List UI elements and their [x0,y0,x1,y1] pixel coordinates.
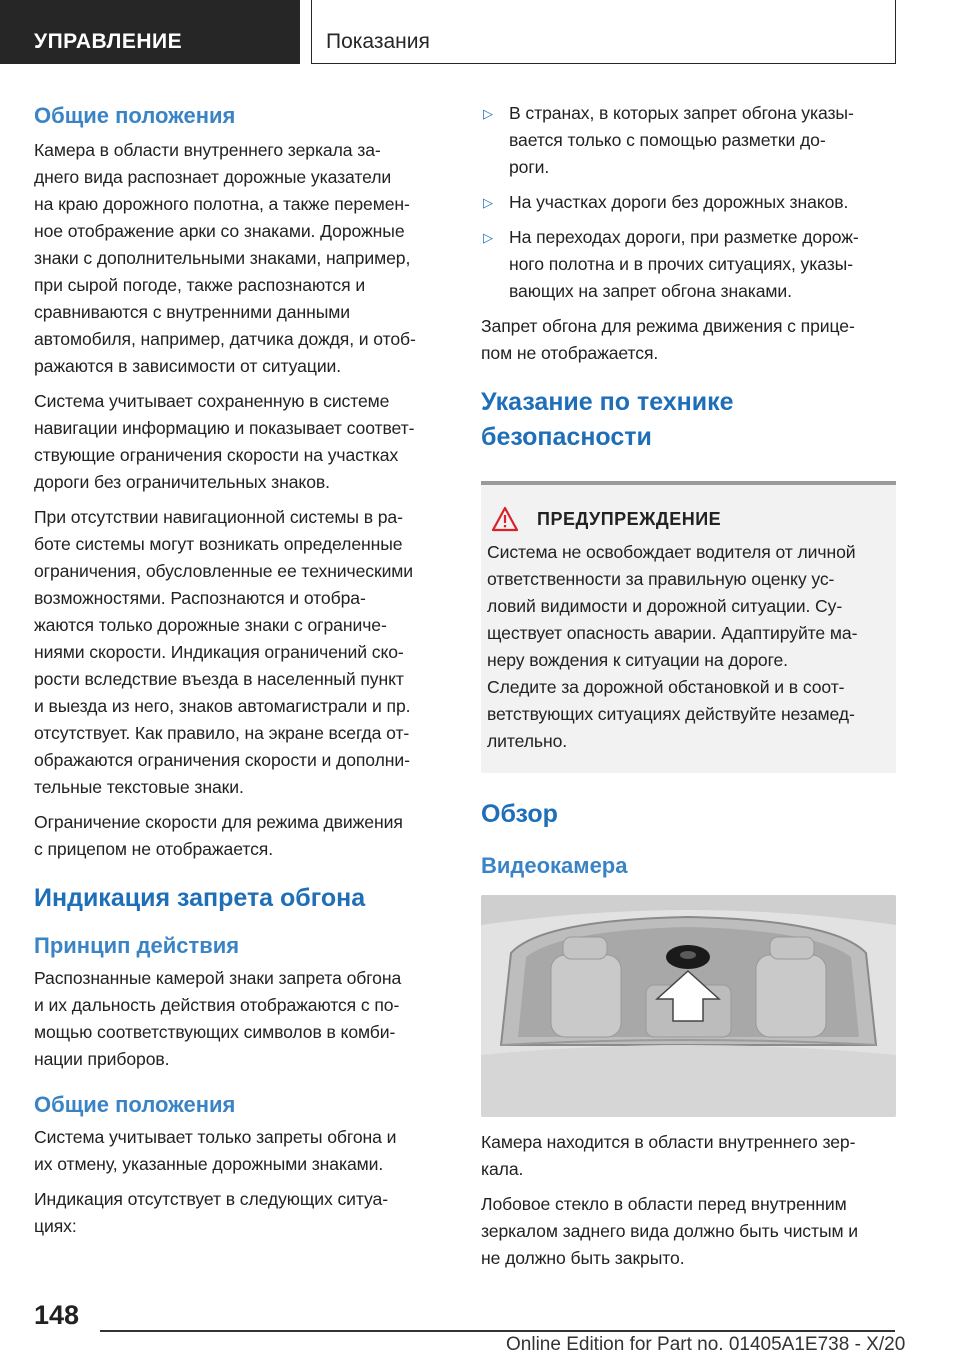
header-section-tab [0,0,300,64]
list-item: ▷ На переходах дороги, при разметке дорож- ного полотна и в прочих ситуациях, указы- вающих на запрет обгона знаками. [481,224,896,305]
list-item: ▷ На участках дороги без дорожных знаков. [481,189,896,216]
footer-edition: Online Edition for Part no. 01405A1E738 - X/20 [506,1334,906,1355]
warning-triangle-icon [491,506,519,532]
paragraph: Ограничение скорости для режима движения с прицепом не отображается. [34,812,403,859]
paragraph: При отсутствии навигационной системы в ра- боте системы могут возникать определенные ограничения, обусловленные ее техническими возможностями. Распознаются и отобра- жаются только дорожные знаки с ограниче- ниями скорости. Индикация ограничений ско- рости вследствие въезда в населенный пункт и выезда из него, знаков автомагистрали и пр. отсутствует. Как правило, на экране всегда от- ображаются ограничения скорости и дополни- тельные текстовые знаки. [34,507,414,797]
heading-overtake-indication: Индикация запрета обгона [34,884,366,912]
camera-location-illustration [481,895,896,1117]
paragraph: Камера в области внутреннего зеркала за- днего вида распознает дорожные указатели на краю дорожного полотна, а также перемен- ное отображение арки со знаками. Дорожные знаки с дополнительными знаками, например, при сырой погоде, также распознаются и сравниваются с внутренними данными автомобиля, например, датчика дождя, и отоб- ражаются в зависимости от ситуации. [34,140,416,376]
header-subsection-label: Показания [326,30,430,53]
heading-safety-notice: Указание по технике безопасности [481,388,734,451]
paragraph: Распознанные камерой знаки запрета обгона и их дальность действия отображаются с по- мощью соответствующих символов в комби- нации приборов. [34,968,402,1069]
paragraph: Система учитывает сохраненную в системе навигации информацию и показывает соответ- ствующие ограничения скорости на участках дороги без ограничительных знаков. [34,391,415,492]
footer-divider [100,1330,895,1332]
warning-text: Система не освобождает водителя от личной ответственности за правильную оценку ус- ловий видимости и дорожной ситуации. Су- ществует опасность аварии. Адаптируйте ма- неру вождения к ситуации на дороге. Следите за дорожной обстановкой и в соот- ветствующих ситуациях действуйте незамед- лительно. [487,542,858,751]
bullet-triangle-icon: ▷ [483,106,493,121]
page-number: 148 [34,1300,80,1330]
list-item: ▷ В странах, в которых запрет обгона указы- вается только с помощью разметки до- роги. [481,100,896,181]
bullet-triangle-icon: ▷ [483,195,493,210]
warning-box [481,481,896,773]
header-section-label: УПРАВЛЕНИЕ [34,30,183,53]
bullet-triangle-icon: ▷ [483,230,493,245]
left-column [34,100,449,1240]
paragraph: Лобовое стекло в области перед внутренним зеркалом заднего вида должно быть чистым и не должно быть закрыто. [481,1194,859,1268]
warning-title: ПРЕДУПРЕЖДЕНИЕ [537,508,722,529]
heading-video-camera: Видеокамера [481,853,628,878]
heading-general-provisions-2: Общие положения [34,1092,236,1117]
paragraph: Система учитывает только запреты обгона и их отмену, указанные дорожными знаками. [34,1127,397,1174]
header-subsection-tab [311,0,896,64]
heading-general-provisions: Общие положения [34,103,236,128]
heading-overview: Обзор [481,800,558,828]
heading-principle: Принцип действия [34,933,240,958]
paragraph: Индикация отсутствует в следующих ситуа- циях: [34,1189,388,1236]
right-column [481,100,896,1272]
paragraph: Камера находится в области внутреннего зер- кала. [481,1132,856,1179]
paragraph: Запрет обгона для режима движения с прице- пом не отображается. [481,316,855,363]
